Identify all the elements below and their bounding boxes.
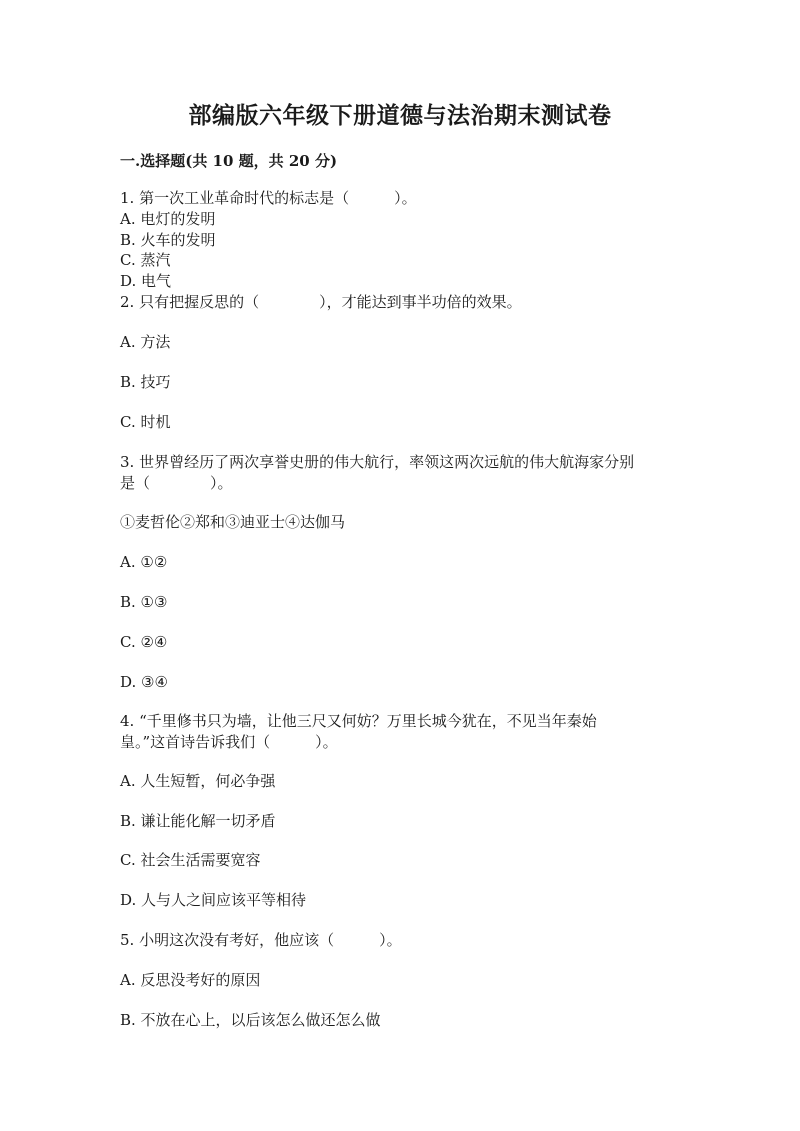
question-2-option-a: A. 方法	[120, 333, 171, 351]
question-3-option-c: C. ②④	[120, 633, 168, 651]
question-3-note: ①麦哲伦②郑和③迪亚士④达伽马	[120, 513, 346, 531]
question-4-option-d: D. 人与人之间应该平等相待	[120, 891, 307, 909]
question-1-option-d: D. 电气	[120, 272, 172, 290]
question-5-stem: 5. 小明这次没有考好，他应该（ ）。	[120, 931, 402, 949]
question-3-option-a: A. ①②	[120, 553, 168, 571]
question-2-option-b: B. 技巧	[120, 373, 171, 391]
question-1-option-b: B. 火车的发明	[120, 231, 216, 249]
question-4-option-b: B. 谦让能化解一切矛盾	[120, 812, 276, 830]
question-2-stem: 2. 只有把握反思的（ ），才能达到事半功倍的效果。	[120, 293, 522, 311]
section-heading: 一.选择题(共 10 题，共 20 分)	[120, 152, 338, 170]
question-3-option-b: B. ①③	[120, 593, 168, 611]
question-3-stem-line-1: 3. 世界曾经历了两次享誉史册的伟大航行，率领这两次远航的伟大航海家分别	[120, 453, 635, 471]
question-5-option-b: B. 不放在心上，以后该怎么做还怎么做	[120, 1011, 381, 1029]
question-2-option-c: C. 时机	[120, 413, 171, 431]
question-5-option-a: A. 反思没考好的原因	[120, 971, 261, 989]
question-4-option-a: A. 人生短暂，何必争强	[120, 772, 276, 790]
question-4-stem-line-2: 皇。”这首诗告诉我们（ ）。	[120, 733, 338, 751]
question-4-stem-line-1: 4. “千里修书只为墙，让他三尺又何妨？万里长城今犹在，不见当年秦始	[120, 712, 597, 730]
document-title: 部编版六年级下册道德与法治期末测试卷	[188, 102, 612, 129]
question-1-option-a: A. 电灯的发明	[120, 210, 216, 228]
question-3-option-d: D. ③④	[120, 673, 168, 691]
question-4-option-c: C. 社会生活需要宽容	[120, 851, 261, 869]
question-1-option-c: C. 蒸汽	[120, 251, 171, 269]
question-1-stem: 1. 第一次工业革命时代的标志是（ ）。	[120, 189, 417, 207]
question-3-stem-line-2: 是（ ）。	[120, 474, 233, 492]
